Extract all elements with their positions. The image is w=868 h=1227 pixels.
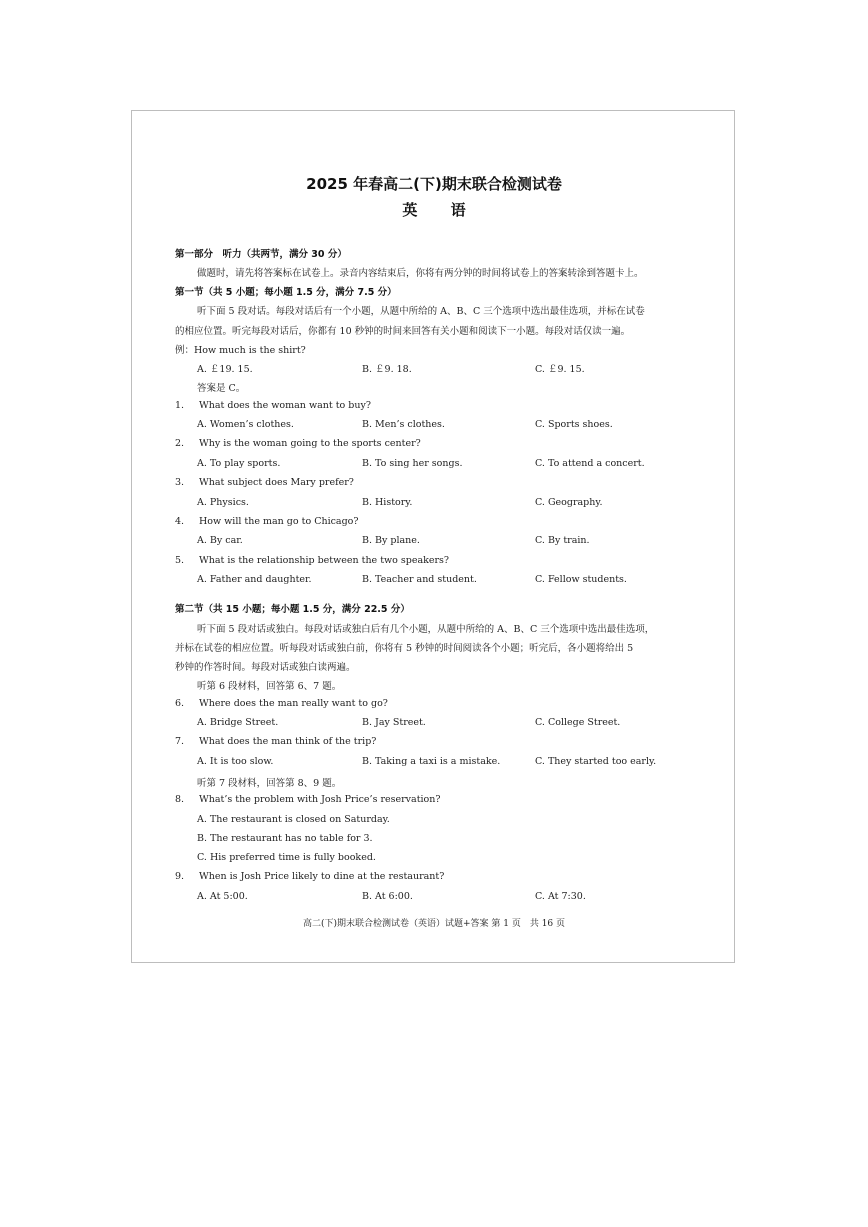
exam-subject: 英 语 xyxy=(402,201,480,219)
example-option-a: A. ￡19. 15. xyxy=(197,364,253,375)
exam-page xyxy=(131,110,735,963)
q3-option-b: B. History. xyxy=(362,497,413,508)
example-option-b: B. ￡9. 18. xyxy=(362,364,412,375)
section2-instruction-1: 听下面 5 段对话或独白。每段对话或独白后有几个小题，从题中所给的 A、B、C 三个选项中选出最佳选项， xyxy=(197,624,655,635)
q3-option-c: C. Geography. xyxy=(535,497,603,508)
example-question: 例：How much is the shirt? xyxy=(175,345,306,356)
q8-option-a: A. The restaurant is closed on Saturday. xyxy=(197,814,390,825)
q5-option-b: B. Teacher and student. xyxy=(362,574,477,585)
example-answer: 答案是 C。 xyxy=(197,383,246,394)
question-text: What subject does Mary prefer? xyxy=(199,477,354,488)
question-number: 4. xyxy=(175,516,185,527)
q9-option-a: A. At 5:00. xyxy=(197,891,248,902)
q7-option-b: B. Taking a taxi is a mistake. xyxy=(362,756,501,767)
question-text: What is the relationship between the two speakers? xyxy=(199,555,450,566)
q4-option-b: B. By plane. xyxy=(362,535,420,546)
question-text: Where does the man really want to go? xyxy=(199,698,388,709)
question-number: 6. xyxy=(175,698,185,709)
question-text: Why is the woman going to the sports center? xyxy=(199,438,421,449)
q1-option-a: A. Women’s clothes. xyxy=(197,419,294,430)
question-2 xyxy=(175,438,421,449)
question-text: How will the man go to Chicago? xyxy=(199,516,359,527)
q1-option-c: C. Sports shoes. xyxy=(535,419,613,430)
question-text: What does the woman want to buy? xyxy=(199,400,371,411)
q2-option-c: C. To attend a concert. xyxy=(535,458,645,469)
q6-option-a: A. Bridge Street. xyxy=(197,717,279,728)
question-number: 8. xyxy=(175,794,185,805)
q4-option-a: A. By car. xyxy=(197,535,243,546)
question-text: When is Josh Price likely to dine at the restaurant? xyxy=(199,871,445,882)
q5-option-c: C. Fellow students. xyxy=(535,574,627,585)
section1-instruction-1: 听下面 5 段对话。每段对话后有一个小题，从题中所给的 A、B、C 三个选项中选出最佳选项，并标在试卷 xyxy=(197,306,645,317)
material-6-note: 听第 6 段材料，回答第 6、7 题。 xyxy=(197,681,342,692)
q9-option-c: C. At 7:30. xyxy=(535,891,586,902)
question-number: 1. xyxy=(175,400,185,411)
exam-title: 2025 年春高二(下)期末联合检测试卷 xyxy=(306,175,562,193)
question-8 xyxy=(175,794,441,805)
q6-option-b: B. Jay Street. xyxy=(362,717,426,728)
q9-option-b: B. At 6:00. xyxy=(362,891,413,902)
question-1 xyxy=(175,400,371,411)
q2-option-a: A. To play sports. xyxy=(197,458,281,469)
q6-option-c: C. College Street. xyxy=(535,717,621,728)
question-9 xyxy=(175,871,444,882)
part1-heading: 第一部分 听力（共两节，满分 30 分） xyxy=(175,249,347,260)
question-3 xyxy=(175,477,354,488)
question-number: 9. xyxy=(175,871,185,882)
q3-option-a: A. Physics. xyxy=(197,497,249,508)
question-5 xyxy=(175,555,449,566)
part1-instruction: 做题时，请先将答案标在试卷上。录音内容结束后，你将有两分钟的时间将试卷上的答案转涂到答题卡上。 xyxy=(197,268,644,279)
question-7 xyxy=(175,736,376,747)
question-number: 7. xyxy=(175,736,185,747)
question-number: 3. xyxy=(175,477,185,488)
question-number: 5. xyxy=(175,555,185,566)
question-number: 2. xyxy=(175,438,185,449)
section1-heading: 第一节（共 5 小题；每小题 1.5 分，满分 7.5 分） xyxy=(175,287,397,298)
material-7-note: 听第 7 段材料，回答第 8、9 题。 xyxy=(197,778,342,789)
q7-option-a: A. It is too slow. xyxy=(197,756,274,767)
example-option-c: C. ￡9. 15. xyxy=(535,364,585,375)
section2-heading: 第二节（共 15 小题；每小题 1.5 分，满分 22.5 分） xyxy=(175,604,410,615)
q2-option-b: B. To sing her songs. xyxy=(362,458,463,469)
q5-option-a: A. Father and daughter. xyxy=(197,574,312,585)
q8-option-b: B. The restaurant has no table for 3. xyxy=(197,833,373,844)
q7-option-c: C. They started too early. xyxy=(535,756,657,767)
question-text: What’s the problem with Josh Price’s reservation? xyxy=(199,794,441,805)
page-footer: 高二(下)期末联合检测试卷（英语）试题+答案 第 1 页 共 16 页 xyxy=(302,919,566,929)
question-6 xyxy=(175,698,388,709)
q4-option-c: C. By train. xyxy=(535,535,590,546)
section1-instruction-2: 的相应位置。听完每段对话后，你都有 10 秒钟的时间来回答有关小题和阅读下一小题。每段对话仅读一遍。 xyxy=(175,326,631,337)
q1-option-b: B. Men’s clothes. xyxy=(362,419,445,430)
section2-instruction-3: 秒钟的作答时间。每段对话或独白读两遍。 xyxy=(175,662,356,673)
question-text: What does the man think of the trip? xyxy=(199,736,377,747)
question-4 xyxy=(175,516,359,527)
section2-instruction-2: 并标在试卷的相应位置。听每段对话或独白前，你将有 5 秒钟的时间阅读各个小题；听完后，各小题将给出 5 xyxy=(175,643,634,654)
q8-option-c: C. His preferred time is fully booked. xyxy=(197,852,376,863)
